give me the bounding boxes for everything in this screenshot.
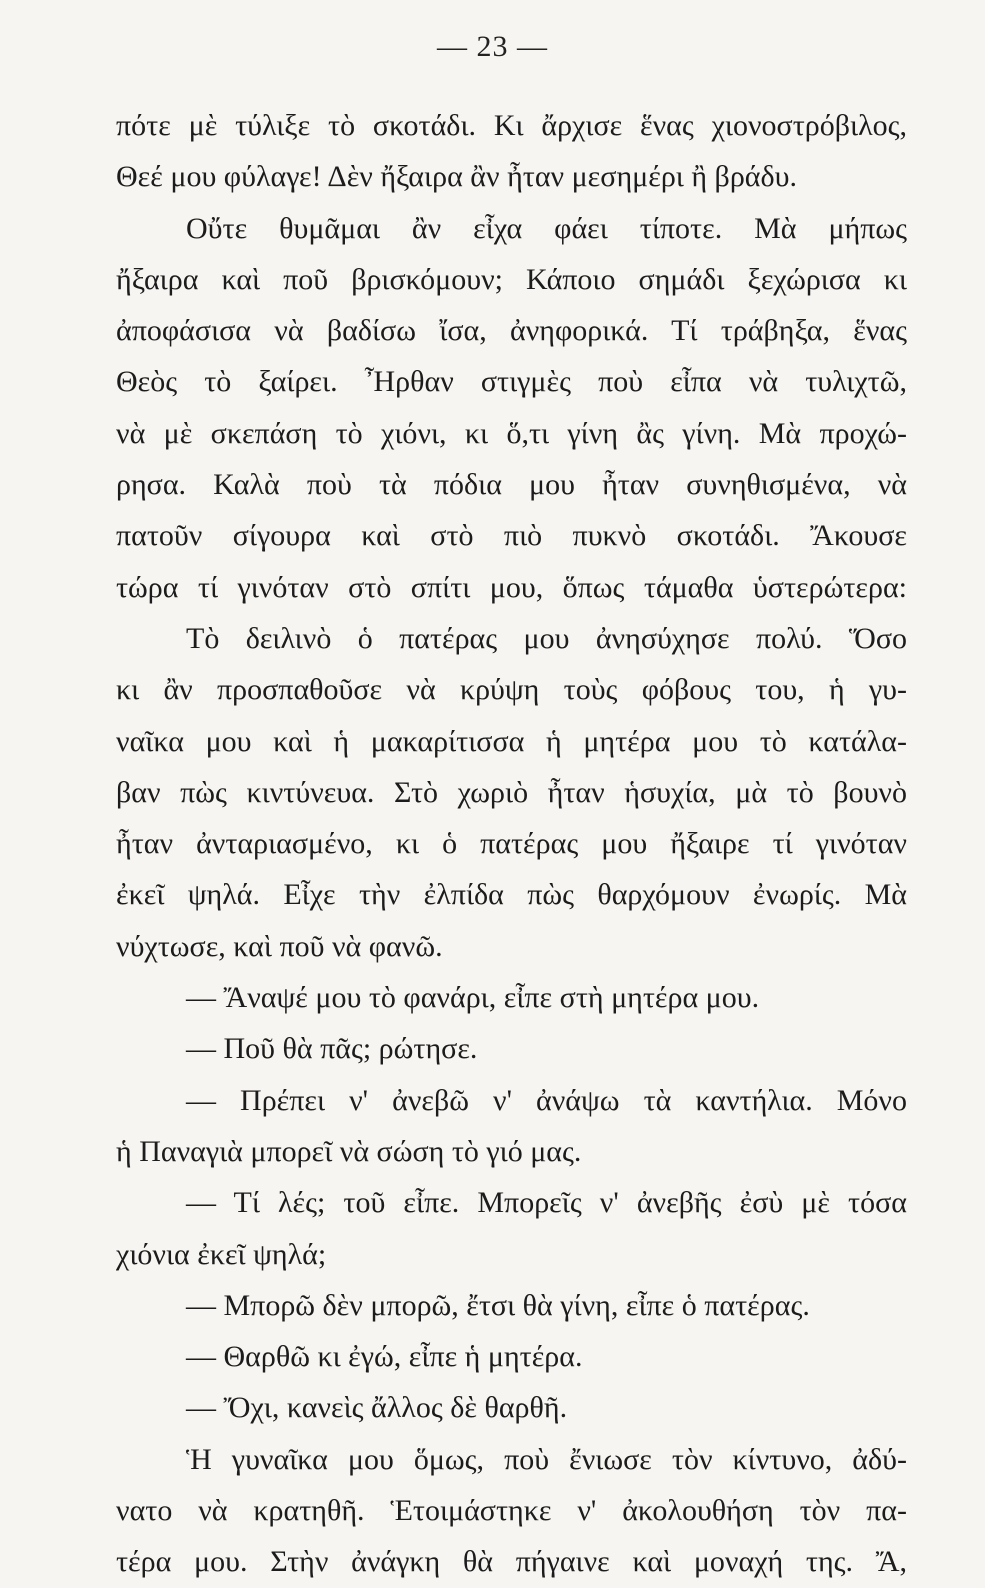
text-line: ἐκεῖ ψηλά. Εἶχε τὴν ἐλπίδα πὼς θαρχόμουν ἐνωρίς. Μὰ xyxy=(116,878,907,912)
text-line: νύχτωσε, καὶ ποῦ νὰ φανῶ. xyxy=(116,929,443,963)
text-line: — Τί λές; τοῦ εἶπε. Μπορεῖς ν' ἀνεβῆς ἐσὺ μὲ τόσα xyxy=(186,1186,907,1220)
text-line: πότε μὲ τύλιξε τὸ σκοτάδι. Κι ἄρχισε ἕνας χιονοστρόβιλος, xyxy=(116,109,907,142)
text-line: Οὔτε θυμᾶμαι ἂν εἶχα φάει τίποτε. Μὰ μήπως xyxy=(186,211,907,245)
text-line: τώρα τί γινόταν στὸ σπίτι μου, ὅπως τάμαθα ὑστερώτερα: xyxy=(116,570,907,604)
text-line: ἤξαιρα καὶ ποῦ βρισκόμουν; Κάποιο σημάδι ξεχώρισα κι xyxy=(116,262,907,296)
text-line: — Ποῦ θὰ πᾶς; ρώτησε. xyxy=(186,1032,478,1066)
text-line: Θεέ μου φύλαγε! Δὲν ἤξαιρα ἂν ἦταν μεσημέρι ἢ βράδυ. xyxy=(116,160,797,194)
text-line: κι ἂν προσπαθοῦσε νὰ κρύψη τοὺς φόβους του, ἡ γυ- xyxy=(116,673,907,707)
text-line: ἦταν ἀνταριασμένο, κι ὁ πατέρας μου ἤξαιρε τί γινόταν xyxy=(116,827,907,861)
page-number: — 23 — xyxy=(437,30,548,63)
text-line: Τὸ δειλινὸ ὁ πατέρας μου ἀνησύχησε πολύ. Ὅσο xyxy=(186,621,907,655)
text-line: — Πρέπει ν' ἀνεβῶ ν' ἀνάψω τὰ καντήλια. Μόνο xyxy=(186,1083,907,1117)
text-line: — Θαρθῶ κι ἐγώ, εἶπε ἡ μητέρα. xyxy=(186,1340,583,1374)
text-line: Ἡ γυναῖκα μου ὅμως, ποὺ ἔνιωσε τὸν κίντυνο, ἀδύ- xyxy=(186,1442,907,1476)
text-line: — Ἄναψέ μου τὸ φανάρι, εἶπε στὴ μητέρα μου. xyxy=(186,981,760,1015)
text-line: νὰ μὲ σκεπάση τὸ χιόνι, κι ὅ,τι γίνη ἂς γίνη. Μὰ προχώ- xyxy=(116,416,907,450)
text-line: — Μπορῶ δὲν μπορῶ, ἔτσι θὰ γίνη, εἶπε ὁ πατέρας. xyxy=(186,1288,810,1322)
text-line: Θεὸς τὸ ξαίρει. Ἦρθαν στιγμὲς ποὺ εἶπα νὰ τυλιχτῶ, xyxy=(116,365,907,399)
text-line: τέρα μου. Στὴν ἀνάγκη θὰ πήγαινε καὶ μοναχή της. Ἄ, xyxy=(116,1545,907,1579)
text-line: νατο νὰ κρατηθῆ. Ἑτοιμάστηκε ν' ἀκολουθήση τὸν πα- xyxy=(116,1494,907,1528)
text-line: χιόνια ἐκεῖ ψηλά; xyxy=(116,1237,327,1271)
text-line: πατοῦν σίγουρα καὶ στὸ πιὸ πυκνὸ σκοτάδι. Ἄκουσε xyxy=(116,519,907,553)
text-line: βαν πὼς κιντύνευα. Στὸ χωριὸ ἦταν ἡσυχία, μὰ τὸ βουνὸ xyxy=(116,775,907,809)
text-line: ναῖκα μου καὶ ἡ μακαρίτισσα ἡ μητέρα μου τὸ κατάλα- xyxy=(116,724,907,758)
text-line: ἀποφάσισα νὰ βαδίσω ἴσα, ἀνηφορικά. Τί τράβηξα, ἕνας xyxy=(116,314,907,348)
text-line: ρησα. Καλὰ ποὺ τὰ πόδια μου ἦταν συνηθισμένα, νὰ xyxy=(116,468,907,502)
body-text xyxy=(116,100,907,1588)
text-line: — Ὄχι, κανεὶς ἄλλος δὲ θαρθῆ. xyxy=(186,1391,568,1425)
text-line: ἡ Παναγιὰ μπορεῖ νὰ σώση τὸ γιό μας. xyxy=(116,1134,582,1168)
